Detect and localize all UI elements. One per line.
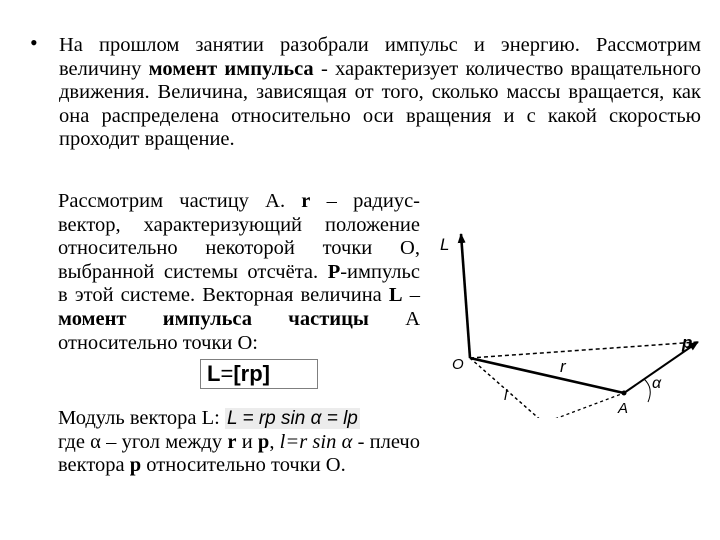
def-text-5: А относительно точки О:	[58, 307, 420, 354]
label-O: O	[452, 356, 464, 373]
label-A: A	[618, 400, 629, 417]
mod-p: р	[257, 430, 270, 453]
alpha-arc	[644, 379, 650, 402]
intro-text-after: - характеризует количество вращательного движения. Величина, зависящая от того, сколько массы вращается, как она распределена относительно оси вращения и с какой скоростью проходит вращение.	[59, 57, 701, 151]
mod-text-4: относительно точки О.	[141, 454, 346, 477]
intro-term: момент импульса	[148, 57, 314, 80]
mod-r: r	[227, 430, 237, 453]
left-column	[58, 190, 420, 478]
def-term: момент импульса частицы	[58, 307, 369, 330]
l-symbol: L	[388, 284, 403, 307]
def-text-2: – радиус-вектор, характеризующий положение относительно некоторой точки О, выбранной системы отсчёта.	[58, 190, 420, 283]
label-r: r	[560, 357, 566, 376]
r-symbol: r	[301, 190, 311, 212]
vector-L	[461, 234, 470, 358]
mod-text-3: - плечо вектора	[58, 430, 420, 477]
formula-eq: =	[220, 361, 234, 387]
formula-rhs: [rp]	[233, 361, 270, 387]
mod-and: и	[236, 430, 258, 453]
line-of-action-dashed	[470, 342, 698, 358]
label-p: p	[682, 333, 693, 352]
label-alpha: α	[652, 375, 662, 392]
mod-text-1: Модуль вектора L:	[58, 407, 225, 430]
extension-dashed	[544, 393, 624, 418]
def-text-4: –	[402, 284, 421, 307]
vector-r	[470, 358, 624, 393]
bullet-marker: •	[30, 30, 38, 55]
formula-lhs: L	[207, 361, 221, 387]
def-text-1: Рассмотрим частицу А.	[58, 190, 302, 212]
label-l: l	[504, 387, 508, 404]
modulus-paragraph	[58, 407, 420, 478]
mod-comma: ,	[269, 430, 280, 453]
point-A	[622, 391, 627, 396]
vector-diagram	[432, 222, 704, 418]
intro-paragraph	[59, 34, 701, 152]
mod-text-2: где α – угол между	[58, 430, 228, 453]
modulus-formula: L = rp sin α = lp	[226, 408, 358, 430]
p-symbol: Р	[327, 260, 341, 283]
angular-momentum-formula	[200, 359, 318, 389]
mod-arm-formula: l=r sin α	[279, 430, 353, 453]
mod-p2: р	[129, 454, 142, 477]
label-L: L	[440, 235, 450, 254]
def-text-3: -импульс в этой системе. Векторная величина	[58, 260, 420, 307]
intro-text-before: На прошлом занятии разобрали импульс и энергию. Рассмотрим величину	[59, 34, 701, 80]
definition-paragraph	[58, 190, 420, 355]
